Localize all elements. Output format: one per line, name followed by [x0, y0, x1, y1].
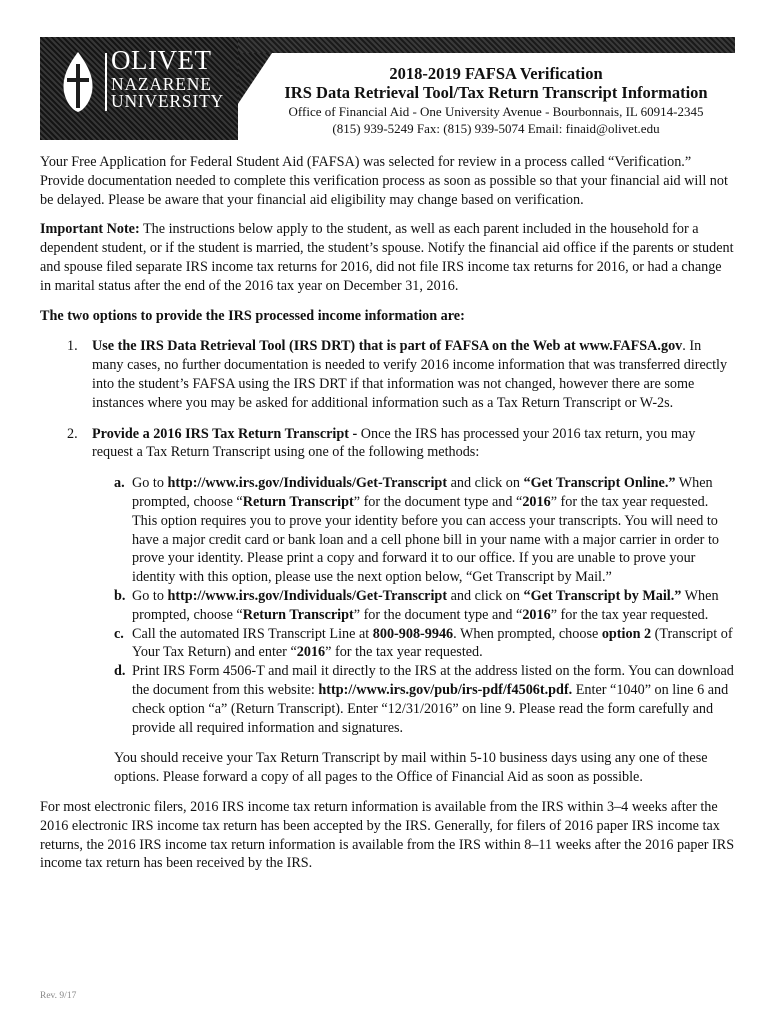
- title-block: [256, 64, 736, 137]
- method-b-year: 2016: [522, 606, 551, 623]
- logo-divider: [105, 53, 107, 111]
- method-a-text-4: ” for the document type and “: [353, 493, 523, 510]
- method-c-text-1: Call the automated IRS Transcript Line at: [132, 625, 373, 642]
- intro-paragraph: Your Free Application for Federal Student Aid (FAFSA) was selected for review in a process called “Verification.” Provide documentation needed to complete this verification process as soon as possible so that your financial aid will not be delayed. Please be aware that your financial aid eligibility may change based on verification.: [40, 154, 728, 208]
- method-c: [40, 625, 736, 663]
- method-b-text-4: ” for the document type and “: [353, 606, 523, 623]
- method-c-text-4: ” for the tax year requested.: [325, 644, 483, 661]
- important-note: [40, 220, 736, 295]
- office-contact: (815) 939-5249 Fax: (815) 939-5074 Email: finaid@olivet.edu: [332, 121, 660, 136]
- logo-line-3: UNIVERSITY: [111, 91, 224, 111]
- method-b-doc-type: Return Transcript: [242, 606, 354, 623]
- letterhead: [40, 37, 735, 140]
- option-1: [40, 337, 736, 412]
- revision-label: Rev. 9/17: [40, 991, 77, 1001]
- method-a-text-1: Go to: [132, 475, 168, 492]
- method-c-text-3: (Transcript of Your Tax Return) and enter “: [132, 625, 733, 661]
- method-b-letter: b.: [114, 587, 126, 604]
- mail-note: You should receive your Tax Return Transcript by mail within 5-10 business days using any one of these options. Please forward a copy of all pages to the Office of Financial Aid as soon as possible.: [114, 750, 708, 786]
- method-a-text-5: ” for the tax year requested. This option requires you to prove your identity before you can access your transcripts. You will need to have a major credit card or bank loan and a cell phone bill in your name with a major carrier in order to prove your identity. Please print a copy and forward it to our office. If you are unable to prove your identity with this option, please use the next option below, “Get Transcript by Mail.”: [132, 493, 719, 586]
- method-a-text-2: and click on: [447, 475, 524, 492]
- logo-line-1: OLIVET: [111, 45, 212, 75]
- transcript-phone: 800-908-9946: [372, 625, 454, 642]
- get-transcript-mail-link[interactable]: http://www.irs.gov/Individuals/Get-Transcript: [167, 587, 448, 604]
- method-b-text-5: ” for the tax year requested.: [550, 606, 709, 623]
- method-a: [40, 474, 736, 587]
- important-note-text: The instructions below apply to the student, as well as each parent included in the household for a dependent student, or if the student is married, the student’s spouse. Notify the financial aid office if the parents or student and spouse filed separate IRS income tax returns for 2016, did not file IRS income tax returns for 2016, or had a change in marital status after the end of the 2016 tax year on December 31, 2016.: [40, 221, 734, 294]
- method-d-letter: d.: [114, 663, 126, 680]
- method-b: [40, 587, 736, 625]
- method-c-year: 2016: [296, 644, 326, 661]
- get-transcript-mail-label: “Get Transcript by Mail.”: [523, 587, 682, 604]
- method-d-text-1: Print IRS Form 4506-T and mail it directly to the IRS at the address listed on the form. You can download the document from this website:: [132, 663, 734, 698]
- method-d: [40, 662, 736, 737]
- option-1-title: Use the IRS Data Retrieval Tool (IRS DRT) that is part of FAFSA on the Web at www.FAFSA.gov: [92, 338, 683, 355]
- closing-paragraph: For most electronic filers, 2016 IRS income tax return information is available from the IRS within 3–4 weeks after the 2016 electronic IRS income tax return has been accepted by the IRS. Generally, for filers of 2016 paper IRS income tax returns, the 2016 IRS income tax return information is available from the IRS within 8–11 weeks after the 2016 paper IRS income tax return has been received by the IRS.: [40, 798, 735, 872]
- option-2-title: Provide a 2016 IRS Tax Return Transcript -: [92, 425, 358, 442]
- option-2-text: Once the IRS has processed your 2016 tax return, you may request a Tax Return Transcript using one of the following methods:: [92, 425, 696, 461]
- method-d-text-2: Enter “1040” on line 6 and check option “a” (Return Transcript). Enter “12/31/2016” on line 9. Please read the form carefully and provide all required information and signatures.: [132, 681, 729, 736]
- options-heading: The two options to provide the IRS processed income information are:: [40, 307, 465, 324]
- important-note-label: Important Note:: [40, 221, 140, 238]
- document-subtitle: IRS Data Retrieval Tool/Tax Return Transcript Information: [284, 83, 708, 102]
- document-title: 2018-2019 FAFSA Verification: [389, 64, 603, 83]
- method-c-text-2: . When prompted, choose: [453, 625, 602, 642]
- option-2-number: 2.: [67, 425, 78, 442]
- cross-flame-icon: [60, 50, 96, 114]
- method-b-text-2: and click on: [447, 587, 524, 604]
- method-c-option: option 2: [601, 625, 652, 642]
- option-1-number: 1.: [67, 338, 78, 355]
- method-a-text-3: When prompted, choose “: [132, 475, 713, 510]
- option-1-text: . In many cases, no further documentation is needed to verify 2016 income information that was transferred directly into the student’s FAFSA using the IRS DRT if that information was not changed, however there are some instances where you may be asked for additional information such as a Tax Return Transcript or W-2s.: [92, 338, 728, 411]
- method-b-text-3: When prompted, choose “: [132, 587, 719, 623]
- office-address: Office of Financial Aid - One University Avenue - Bourbonnais, IL 60914-2345: [288, 104, 704, 119]
- method-a-letter: a.: [114, 475, 125, 492]
- get-transcript-link[interactable]: http://www.irs.gov/Individuals/Get-Transcript: [167, 475, 448, 492]
- form-4506t-link[interactable]: http://www.irs.gov/pub/irs-pdf/f4506t.pdf.: [318, 681, 573, 698]
- method-b-text-1: Go to: [132, 587, 168, 604]
- method-a-year: 2016: [522, 493, 551, 510]
- method-c-letter: c.: [114, 625, 124, 642]
- option-2: [40, 425, 736, 463]
- document-body: [40, 153, 736, 884]
- method-a-doc-type: Return Transcript: [242, 493, 354, 510]
- get-transcript-online-label: “Get Transcript Online.”: [523, 475, 676, 492]
- university-logo: [40, 37, 238, 140]
- logo-line-2: NAZARENE: [111, 74, 212, 94]
